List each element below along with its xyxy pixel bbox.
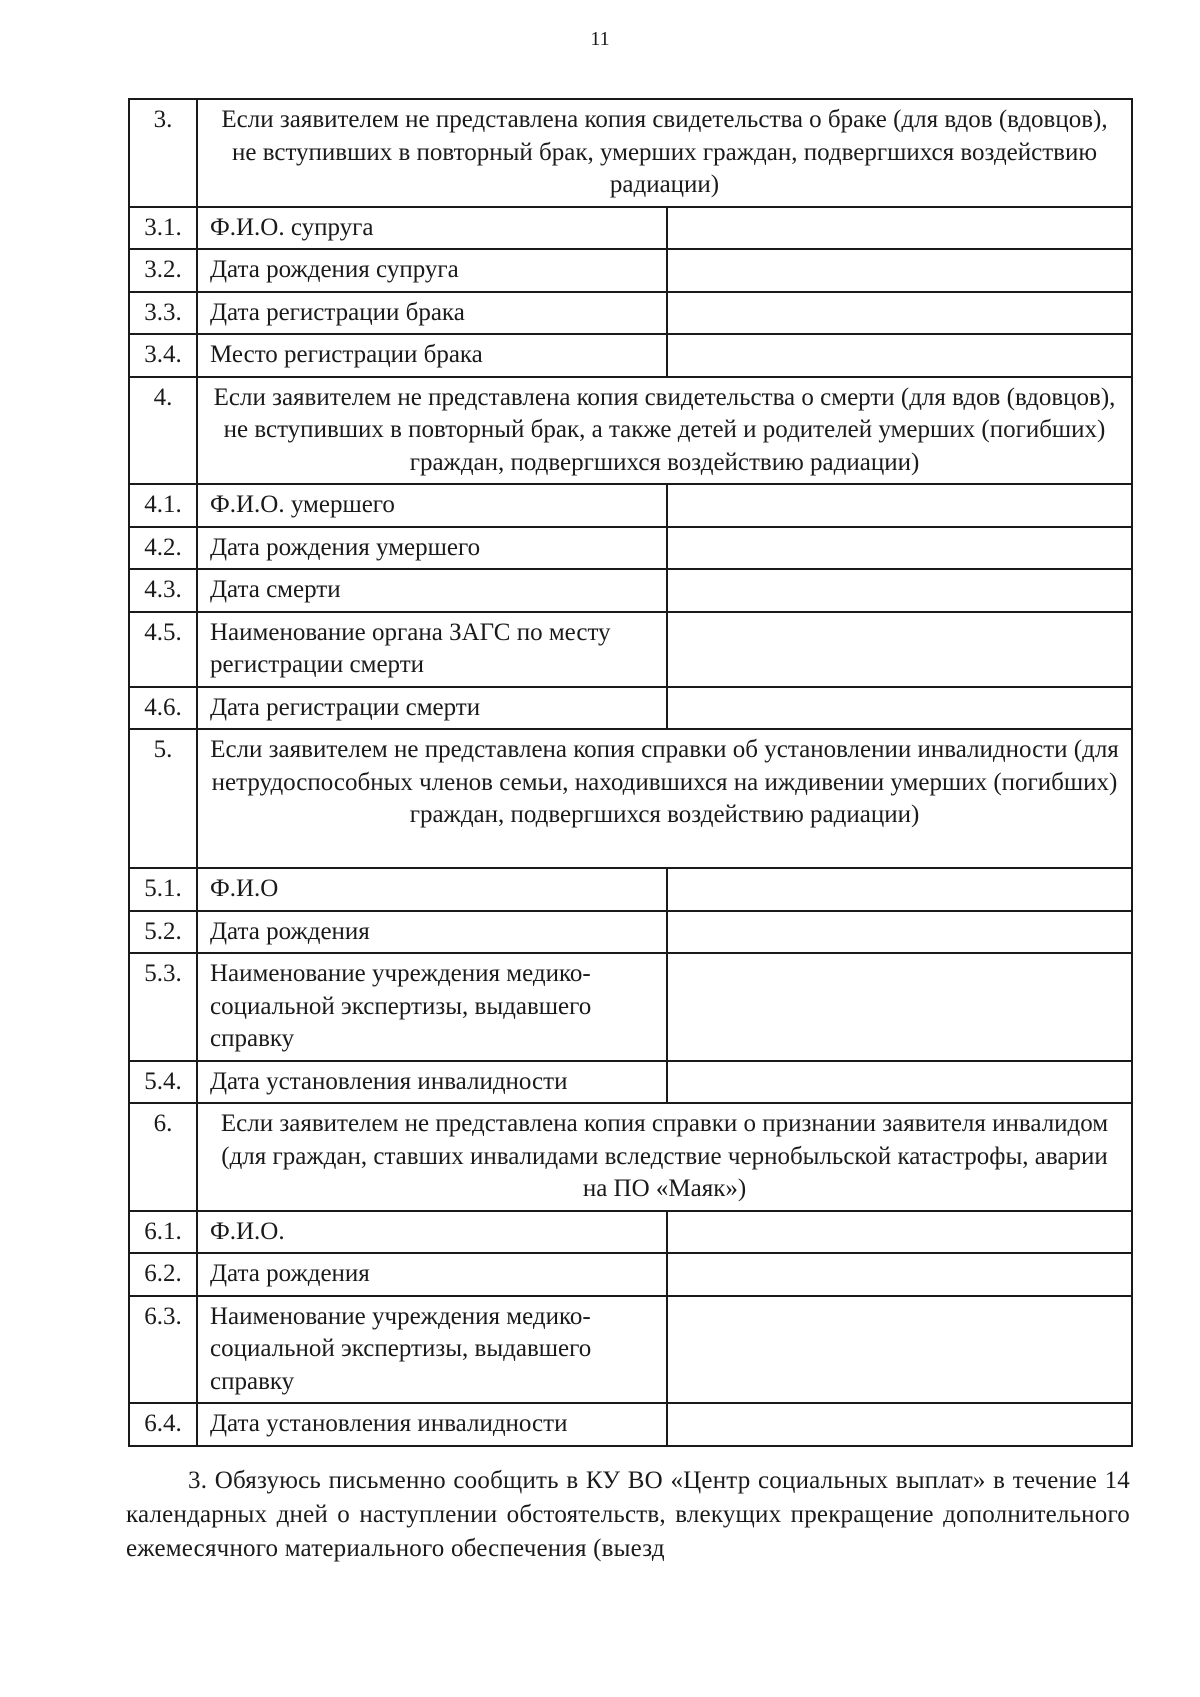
row-number: 4.6. (129, 687, 197, 730)
section-number: 5. (129, 729, 197, 868)
form-row (129, 1296, 1132, 1404)
row-number: 3.2. (129, 249, 197, 292)
section-header-row (129, 99, 1132, 207)
field-value-cell[interactable] (667, 484, 1132, 527)
section-header-row (129, 729, 1132, 868)
form-row (129, 911, 1132, 954)
field-value-cell[interactable] (667, 334, 1132, 377)
field-value-cell[interactable] (667, 1296, 1132, 1404)
row-number: 4.5. (129, 612, 197, 687)
field-value-cell[interactable] (667, 249, 1132, 292)
row-number: 4.2. (129, 527, 197, 570)
field-label: Дата рождения (197, 1253, 667, 1296)
field-label: Дата рождения умершего (197, 527, 667, 570)
row-number: 5.1. (129, 868, 197, 911)
field-value-cell[interactable] (667, 1403, 1132, 1446)
form-row (129, 612, 1132, 687)
section-number: 3. (129, 99, 197, 207)
form-row (129, 569, 1132, 612)
field-value-cell[interactable] (667, 911, 1132, 954)
row-number: 6.4. (129, 1403, 197, 1446)
form-row (129, 527, 1132, 570)
section-header-row (129, 1103, 1132, 1211)
form-row (129, 1253, 1132, 1296)
field-label: Место регистрации брака (197, 334, 667, 377)
form-row (129, 484, 1132, 527)
form-row (129, 1061, 1132, 1104)
row-number: 3.3. (129, 292, 197, 335)
application-form-table (128, 98, 1133, 1447)
field-value-cell[interactable] (667, 1253, 1132, 1296)
section-number: 4. (129, 377, 197, 485)
row-number: 4.3. (129, 569, 197, 612)
row-number: 6.2. (129, 1253, 197, 1296)
section-description: Если заявителем не представлена копия справки об установлении инвалидности (для нетрудоспособных членов семьи, находившихся на иждивении умерших (погибших) граждан, подвергшихся воздействию радиации) (197, 729, 1132, 868)
form-row (129, 1211, 1132, 1254)
field-label: Наименование учреждения медико-социальной экспертизы, выдавшего справку (197, 953, 667, 1061)
field-label: Ф.И.О. супруга (197, 207, 667, 250)
field-value-cell[interactable] (667, 687, 1132, 730)
field-label: Дата установления инвалидности (197, 1061, 667, 1104)
field-value-cell[interactable] (667, 527, 1132, 570)
field-label: Ф.И.О. умершего (197, 484, 667, 527)
form-row (129, 953, 1132, 1061)
section-description: Если заявителем не представлена копия свидетельства о смерти (для вдов (вдовцов), не вступивших в повторный брак, а также детей и родителей умерших (погибших) граждан, подвергшихся воздействию радиации) (197, 377, 1132, 485)
field-value-cell[interactable] (667, 612, 1132, 687)
field-label: Наименование органа ЗАГС по месту регистрации смерти (197, 612, 667, 687)
field-value-cell[interactable] (667, 292, 1132, 335)
row-number: 3.4. (129, 334, 197, 377)
field-label: Ф.И.О. (197, 1211, 667, 1254)
row-number: 5.4. (129, 1061, 197, 1104)
field-label: Дата смерти (197, 569, 667, 612)
form-row (129, 687, 1132, 730)
form-row (129, 1403, 1132, 1446)
row-number: 3.1. (129, 207, 197, 250)
form-row (129, 868, 1132, 911)
form-row (129, 292, 1132, 335)
row-number: 6.1. (129, 1211, 197, 1254)
form-row (129, 249, 1132, 292)
row-number: 5.3. (129, 953, 197, 1061)
field-label: Дата регистрации смерти (197, 687, 667, 730)
section-header-row (129, 377, 1132, 485)
page-number: 11 (590, 28, 610, 50)
field-value-cell[interactable] (667, 1061, 1132, 1104)
field-label: Дата регистрации брака (197, 292, 667, 335)
form-row (129, 334, 1132, 377)
section-description: Если заявителем не представлена копия свидетельства о браке (для вдов (вдовцов), не вступивших в повторный брак, умерших граждан, подвергшихся воздействию радиации) (197, 99, 1132, 207)
field-value-cell[interactable] (667, 207, 1132, 250)
field-label: Ф.И.О (197, 868, 667, 911)
field-label: Дата рождения (197, 911, 667, 954)
field-label: Наименование учреждения медико-социальной экспертизы, выдавшего справку (197, 1296, 667, 1404)
field-value-cell[interactable] (667, 1211, 1132, 1254)
field-label: Дата рождения супруга (197, 249, 667, 292)
row-number: 5.2. (129, 911, 197, 954)
row-number: 4.1. (129, 484, 197, 527)
field-value-cell[interactable] (667, 953, 1132, 1061)
section-number: 6. (129, 1103, 197, 1211)
section-description: Если заявителем не представлена копия справки о признании заявителя инвалидом (для граждан, ставших инвалидами вследствие чернобыльской катастрофы, аварии на ПО «Маяк») (197, 1103, 1132, 1211)
field-value-cell[interactable] (667, 569, 1132, 612)
form-row (129, 207, 1132, 250)
row-number: 6.3. (129, 1296, 197, 1404)
field-value-cell[interactable] (667, 868, 1132, 911)
obligation-paragraph: 3. Обязуюсь письменно сообщить в КУ ВО «Центр социальных выплат» в течение 14 календарных дней о наступлении обстоятельств, влекущих прекращение дополнительного ежемесячного материального обеспечения (выезд (126, 1467, 1130, 1562)
field-label: Дата установления инвалидности (197, 1403, 667, 1446)
